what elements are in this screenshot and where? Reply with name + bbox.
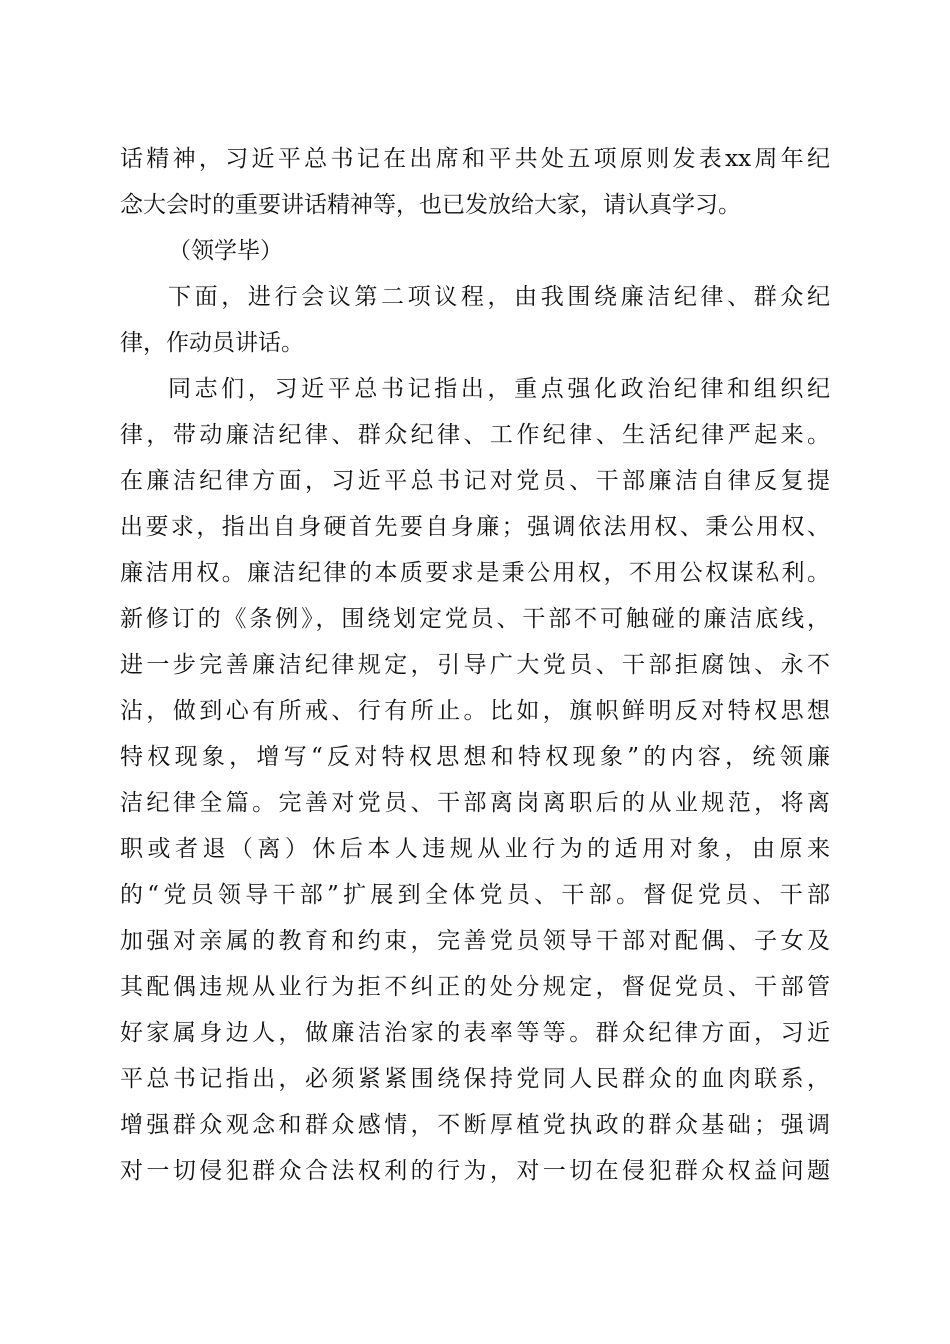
text-line: 对一切侵犯群众合法权利的行为，对一切在侵犯群众权益问题 — [120, 1158, 830, 1184]
text-line: 加强对亲属的教育和约束，完善党员领导干部对配偶、子女及 — [120, 928, 830, 954]
text-line: 在廉洁纪律方面，习近平总书记对党员、干部廉洁自律反复提 — [120, 468, 830, 494]
text-line: 廉洁用权。廉洁纪律的本质要求是秉公用权，不用公权谋私利。 — [120, 560, 830, 586]
text-line: 增强群众观念和群众感情，不断厚植党执政的群众基础；强调 — [120, 1112, 830, 1138]
text-line: 洁纪律全篇。完善对党员、干部离岗离职后的从业规范，将离 — [120, 790, 830, 816]
text-line: 新修订的《条例》，围绕划定党员、干部不可触碰的廉洁底线， — [120, 606, 830, 632]
text-line: 进一步完善廉洁纪律规定，引导广大党员、干部拒腐蚀、永不 — [120, 652, 830, 678]
text-line: 念大会时的重要讲话精神等，也已发放给大家，请认真学习。 — [120, 192, 741, 218]
text-line: 平总书记指出，必须紧紧围绕保持党同人民群众的血肉联系， — [120, 1066, 830, 1092]
text-line: 同志们，习近平总书记指出，重点强化政治纪律和组织纪 — [168, 376, 830, 402]
text-line: 沾，做到心有所戒、行有所止。比如，旗帜鲜明反对特权思想 — [120, 698, 830, 724]
text-line: 下面，进行会议第二项议程，由我围绕廉洁纪律、群众纪 — [168, 284, 830, 310]
text-line: 好家属身边人，做廉洁治家的表率等等。群众纪律方面，习近 — [120, 1020, 830, 1046]
text-line: 其配偶违规从业行为拒不纠正的处分规定，督促党员、干部管 — [120, 974, 830, 1000]
text-line: 律，作动员讲话。 — [120, 330, 304, 356]
text-line: 律，带动廉洁纪律、群众纪律、工作纪律、生活纪律严起来。 — [120, 422, 830, 448]
text-line: （领学毕） — [168, 238, 283, 264]
text-line: 话精神，习近平总书记在出席和平共处五项原则发表xx周年纪 — [120, 146, 830, 172]
text-line: 出要求，指出自身硬首先要自身廉；强调依法用权、秉公用权、 — [120, 514, 830, 540]
text-line: 特权现象，增写“反对特权思想和特权现象”的内容，统领廉 — [120, 744, 830, 770]
text-line: 的“党员领导干部”扩展到全体党员、干部。督促党员、干部 — [120, 882, 830, 908]
text-line: 职或者退（离）休后本人违规从业行为的适用对象，由原来 — [120, 836, 830, 862]
